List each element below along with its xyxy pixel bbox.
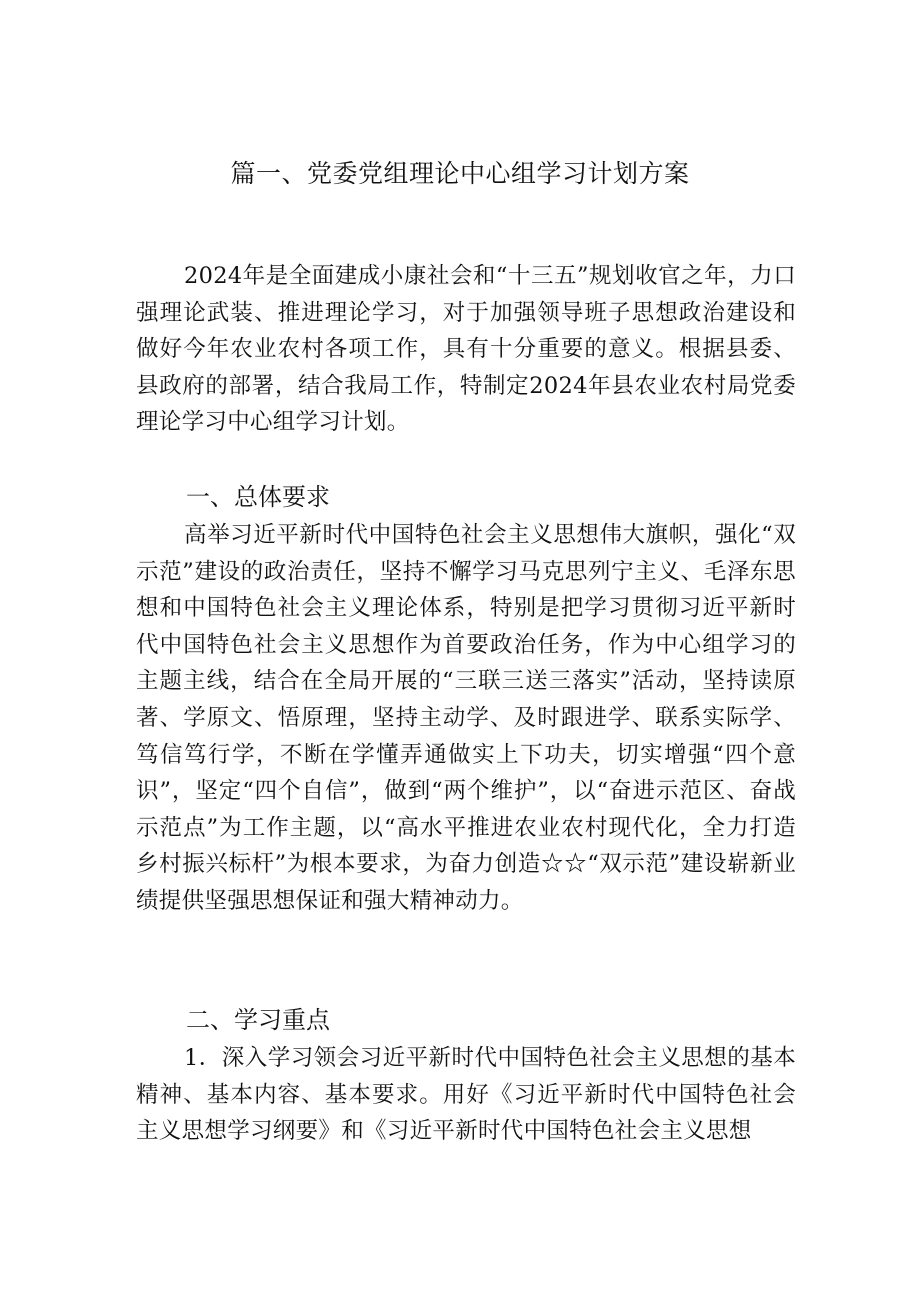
document-title: 篇一、党委党组理论中心组学习计划方案: [230, 159, 690, 188]
section-paragraph-study-focus: 1．深入学习领会习近平新时代中国特色社会主义思想的基本精神、基本内容、基本要求。用好《习近平新时代中国特色社会主义思想学习纲要》和《习近平新时代中国特色社会主义思想: [136, 1045, 796, 1145]
section-heading-general-requirements: 一、总体要求: [186, 483, 330, 511]
intro-paragraph: 2024年是全面建成小康社会和“十三五”规划收官之年，力口强理论武装、推进理论学习，对于加强领导班子思想政治建设和做好今年农业农村各项工作，具有十分重要的意义。根据县委、县政府的部署，结合我局工作，特制定2024年县农业农村局党委理论学习中心组学习计划。: [136, 263, 796, 436]
section-heading-study-focus: 二、学习重点: [186, 1006, 330, 1034]
section-paragraph-general-requirements: 高举习近平新时代中国特色社会主义思想伟大旗帜，强化“双示范”建设的政治责任，坚持不懈学习马克思列宁主义、毛泽东思想和中国特色社会主义理论体系，特别是把学习贯彻习近平新时代中国特色社会主义思想作为首要政治任务，作为中心组学习的主题主线，结合在全局开展的“三联三送三落实”活动，坚持读原著、学原文、悟原理，坚持主动学、及时跟进学、联系实际学、笃信笃行学，不断在学懂弄通做实上下功夫，切实增强“四个意识”，坚定“四个自信”，做到“两个维护”，以“奋进示范区、奋战示范点”为工作主题，以“高水平推进农业农村现代化，全力打造乡村振兴标杆”为根本要求，为奋力创造☆☆“双示范”建设崭新业绩提供坚强思想保证和强大精神动力。: [136, 522, 796, 914]
